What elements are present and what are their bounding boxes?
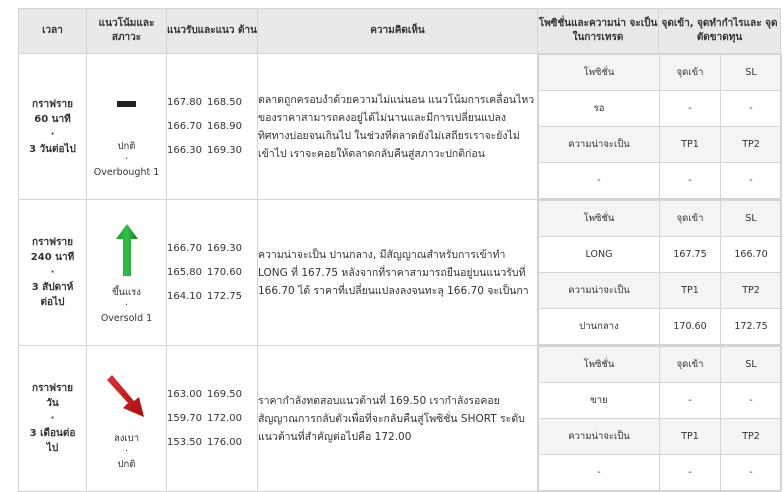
trend-cell [87,200,167,346]
level-pair [167,266,257,280]
comment-cell: ราคากำลังทดสอบแนวต้านที่ 169.50 เรากำลังรอคอยสัญญาณการกลับตัวเพื่อที่จะกลับคืนสู่โพซิชั่น SHORT ระดับแนวต้านที่สำคัญต่อไปคือ 172.00 [258,346,538,492]
grid-tp1-label: TP1 [660,273,721,309]
level-pair [167,436,257,450]
position-grid-cell [538,346,781,492]
trend-label: ปกติ [117,141,136,152]
timeframe-line2: วัน [46,398,59,409]
timeframe-line2: 60 นาที [34,113,71,125]
grid-tp1-label: TP1 [660,127,721,163]
level-pair [167,412,257,426]
support-value: 159.70 [167,412,202,424]
red-down-arrow-icon [107,366,147,426]
timeframe-horizon-cont: ต่อไป [40,297,65,308]
level-pair [167,388,257,402]
support-value: 163.00 [167,388,202,400]
position-grid-cell [538,200,781,346]
position-grid [538,346,782,491]
timeframe-cell [19,346,87,492]
resistance-value: 169.50 [207,388,242,400]
grid-probability-label: ความน่าจะเป็น [539,419,660,455]
grid-sl-value: - [721,91,782,127]
flat-dash-icon [116,74,138,134]
header-comment: ความคิดเห็น [258,9,538,54]
timeframe-line1: กราฟราย [32,383,73,394]
trend-label: ลงเบา [113,433,140,444]
support-value: 164.10 [167,290,202,302]
level-pair [167,120,257,134]
grid-entry-label: จุดเข้า [660,347,721,383]
timeframe-line1: กราฟราย [32,98,73,110]
level-pair [167,96,257,110]
comment-cell: ความน่าจะเป็น ปานกลาง, มีสัญญาณสำหรับการเข้าทำ LONG ที่ 167.75 หลังจากที่ราคาสามารถยืนอยู่บนแนวรับที่ 166.70 ได้ ราคาที่เปลี่ยนแปลงลงจนทะลุ 166.70 จะเป็นกา [258,200,538,346]
grid-probability-value: - [539,455,660,491]
resistance-value: 172.75 [207,290,242,302]
trend-state: ปกติ [117,459,136,470]
grid-sl-label: SL [721,347,782,383]
table-row [19,200,781,346]
grid-tp1-label: TP1 [660,419,721,455]
forecast-table [18,8,781,492]
timeframe-cell [19,54,87,200]
header-position: โพซิชั่นและความน่า จะเป็นในการเทรด [538,9,659,54]
level-pair [167,242,257,256]
grid-sl-label: SL [721,55,782,91]
grid-tp1-value: - [660,455,721,491]
grid-entry-label: จุดเข้า [660,55,721,91]
grid-probability-label: ความน่าจะเป็น [539,273,660,309]
levels-cell [167,200,258,346]
levels-cell [167,346,258,492]
grid-entry-label: จุดเข้า [660,201,721,237]
header-row [19,9,781,54]
timeframe-horizon: 3 วันต่อไป [29,143,76,155]
timeframe-cell [19,200,87,346]
grid-entry-value: - [660,91,721,127]
grid-position-value: รอ [539,91,660,127]
trend-separator: · [124,300,129,311]
resistance-value: 176.00 [207,436,242,448]
grid-position-label: โพซิชั่น [539,201,660,237]
grid-tp2-label: TP2 [721,273,782,309]
trend-cell [87,346,167,492]
support-value: 166.30 [167,144,202,156]
table-row [19,346,781,492]
levels-cell [167,54,258,200]
grid-sl-value: - [721,383,782,419]
trend-separator: · [124,154,129,165]
resistance-value: 169.30 [207,144,242,156]
green-up-arrow-icon [115,220,139,280]
timeframe-line1: กราฟราย [32,237,73,248]
timeframe-horizon-cont: ไป [46,443,59,454]
grid-position-label: โพซิชั่น [539,55,660,91]
timeframe-separator: · [50,267,55,278]
position-grid-cell [538,54,781,200]
support-value: 153.50 [167,436,202,448]
grid-tp2-value: 172.75 [721,309,782,345]
header-trend: แนวโน้มและ สภาวะ [87,9,167,54]
grid-probability-label: ความน่าจะเป็น [539,127,660,163]
support-value: 166.70 [167,242,202,254]
grid-tp1-value: 170.60 [660,309,721,345]
grid-entry-value: 167.75 [660,237,721,273]
grid-probability-value: ปานกลาง [539,309,660,345]
support-value: 167.80 [167,96,202,108]
grid-probability-value: - [539,163,660,199]
grid-tp1-value: - [660,163,721,199]
level-pair [167,144,257,158]
grid-tp2-label: TP2 [721,127,782,163]
position-grid [538,200,782,345]
grid-sl-label: SL [721,201,782,237]
resistance-value: 170.60 [207,266,242,278]
level-pair [167,290,257,304]
header-time: เวลา [19,9,87,54]
timeframe-horizon: 3 เดือนต่อ [29,428,76,439]
trend-separator: · [124,446,129,457]
grid-tp2-value: - [721,455,782,491]
support-value: 165.80 [167,266,202,278]
table-row [19,54,781,200]
trend-label: ขึ้นแรง [112,287,141,298]
timeframe-separator: · [50,128,55,140]
grid-tp2-label: TP2 [721,419,782,455]
resistance-value: 168.50 [207,96,242,108]
grid-tp2-value: - [721,163,782,199]
support-value: 166.70 [167,120,202,132]
timeframe-horizon: 3 สัปดาห์ [31,282,74,293]
resistance-value: 168.90 [207,120,242,132]
trend-state: Overbought 1 [93,167,160,178]
comment-cell: ตลาดถูกครอบงำด้วยความไม่แน่นอน แนวโน้มการเคลื่อนไหวของราคาสามารถคงอยู่ได้ไม่นานและมีการเปลี่ยนแปลงทิศทางบ่อยจนเกินไป ในช่วงที่ตลาดยังไม่เสถียรเราจะยังไม่เข้าไป เราจะคอยให้ตลาดกลับคืนสู่สภาวะปกติก่อน [258,54,538,200]
resistance-value: 169.30 [207,242,242,254]
position-grid [538,54,782,199]
header-levels: แนวรับและแนว ต้าน [167,9,258,54]
trend-state: Oversold 1 [100,313,153,324]
grid-position-label: โพซิชั่น [539,347,660,383]
timeframe-line2: 240 นาที [30,252,75,263]
grid-entry-value: - [660,383,721,419]
timeframe-separator: · [50,413,55,424]
grid-sl-value: 166.70 [721,237,782,273]
header-entry: จุดเข้า, จุดทำกำไรและ จุดตัดขาดทุน [659,9,781,54]
resistance-value: 172.00 [207,412,242,424]
trend-cell [87,54,167,200]
grid-position-value: ขาย [539,383,660,419]
grid-position-value: LONG [539,237,660,273]
